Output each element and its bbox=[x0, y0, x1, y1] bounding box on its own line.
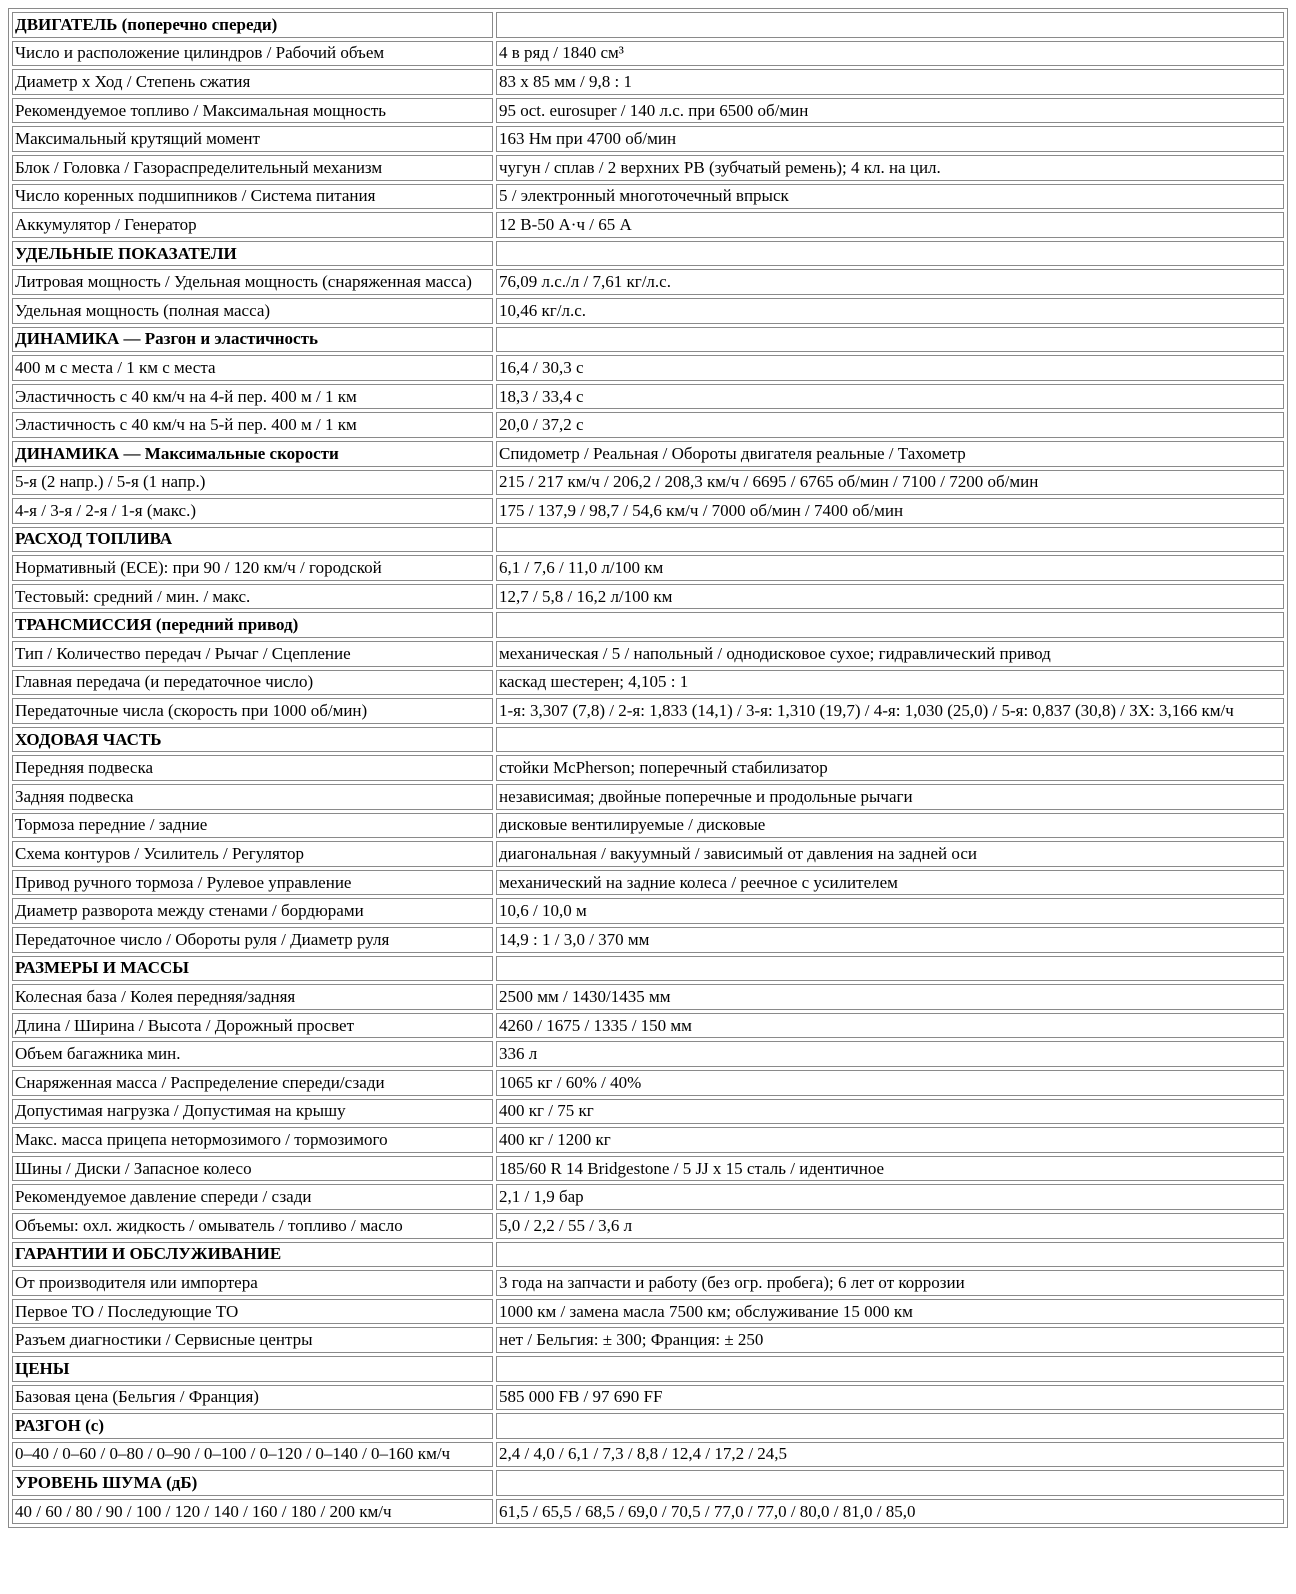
table-row bbox=[12, 1327, 1284, 1353]
row-value: 76,09 л.с./л / 7,61 кг/л.с. bbox=[496, 269, 1284, 295]
table-row bbox=[12, 898, 1284, 924]
section-value bbox=[496, 1470, 1284, 1496]
row-label: Тестовый: средний / мин. / макс. bbox=[12, 584, 493, 610]
section-value bbox=[496, 12, 1284, 38]
table-row bbox=[12, 870, 1284, 896]
table-row bbox=[12, 841, 1284, 867]
row-label: Аккумулятор / Генератор bbox=[12, 212, 493, 238]
row-value: 400 кг / 75 кг bbox=[496, 1099, 1284, 1125]
row-value: 1-я: 3,307 (7,8) / 2-я: 1,833 (14,1) / 3-я: 1,310 (19,7) / 4-я: 1,030 (25,0) / 5-я: 0,837 (30,8) / ЗХ: 3,166 км/ч bbox=[496, 698, 1284, 724]
table-row bbox=[12, 670, 1284, 696]
section-header-row bbox=[12, 1413, 1284, 1439]
table-row bbox=[12, 1041, 1284, 1067]
row-label: Задняя подвеска bbox=[12, 784, 493, 810]
row-label: 0–40 / 0–60 / 0–80 / 0–90 / 0–100 / 0–120 / 0–140 / 0–160 км/ч bbox=[12, 1442, 493, 1468]
row-value: механическая / 5 / напольный / однодисковое сухое; гидравлический привод bbox=[496, 641, 1284, 667]
table-row bbox=[12, 641, 1284, 667]
table-row bbox=[12, 1499, 1284, 1525]
table-row bbox=[12, 1099, 1284, 1125]
section-value bbox=[496, 527, 1284, 553]
row-label: Диаметр разворота между стенами / бордюрами bbox=[12, 898, 493, 924]
section-title: ХОДОВАЯ ЧАСТЬ bbox=[12, 727, 493, 753]
section-value bbox=[496, 327, 1284, 353]
row-label: Блок / Головка / Газораспределительный механизм bbox=[12, 155, 493, 181]
section-header-row bbox=[12, 1470, 1284, 1496]
table-row bbox=[12, 1213, 1284, 1239]
row-value: 2,1 / 1,9 бар bbox=[496, 1184, 1284, 1210]
row-value: 185/60 R 14 Bridgestone / 5 JJ x 15 сталь / идентичное bbox=[496, 1156, 1284, 1182]
row-value: 95 oct. eurosuper / 140 л.с. при 6500 об/мин bbox=[496, 98, 1284, 124]
section-header-row bbox=[12, 241, 1284, 267]
row-label: Максимальный крутящий момент bbox=[12, 126, 493, 152]
table-row bbox=[12, 1070, 1284, 1096]
row-value: диагональная / вакуумный / зависимый от давления на задней оси bbox=[496, 841, 1284, 867]
section-header-row bbox=[12, 527, 1284, 553]
row-label: Главная передача (и передаточное число) bbox=[12, 670, 493, 696]
table-row bbox=[12, 298, 1284, 324]
table-row bbox=[12, 1013, 1284, 1039]
section-title: ЦЕНЫ bbox=[12, 1356, 493, 1382]
row-value: 14,9 : 1 / 3,0 / 370 мм bbox=[496, 927, 1284, 953]
row-label: Тип / Количество передач / Рычаг / Сцепление bbox=[12, 641, 493, 667]
table-row bbox=[12, 584, 1284, 610]
table-row bbox=[12, 384, 1284, 410]
section-title: ТРАНСМИССИЯ (передний привод) bbox=[12, 612, 493, 638]
section-header-row bbox=[12, 1356, 1284, 1382]
table-row bbox=[12, 555, 1284, 581]
table-row bbox=[12, 1385, 1284, 1411]
row-label: Объем багажника мин. bbox=[12, 1041, 493, 1067]
row-label: Удельная мощность (полная масса) bbox=[12, 298, 493, 324]
spec-table bbox=[8, 8, 1288, 1528]
row-label: Передняя подвеска bbox=[12, 755, 493, 781]
table-row bbox=[12, 412, 1284, 438]
row-label: Макс. масса прицепа нетормозимого / тормозимого bbox=[12, 1127, 493, 1153]
table-row bbox=[12, 1299, 1284, 1325]
row-label: От производителя или импортера bbox=[12, 1270, 493, 1296]
row-label: Число и расположение цилиндров / Рабочий объем bbox=[12, 41, 493, 67]
row-value: 336 л bbox=[496, 1041, 1284, 1067]
row-value: 1065 кг / 60% / 40% bbox=[496, 1070, 1284, 1096]
section-title: ДИНАМИКА — Максимальные скорости bbox=[12, 441, 493, 467]
table-row bbox=[12, 498, 1284, 524]
section-title: УДЕЛЬНЫЕ ПОКАЗАТЕЛИ bbox=[12, 241, 493, 267]
table-row bbox=[12, 212, 1284, 238]
row-label: Нормативный (ЕСЕ): при 90 / 120 км/ч / городской bbox=[12, 555, 493, 581]
row-label: Рекомендуемое топливо / Максимальная мощность bbox=[12, 98, 493, 124]
row-label: Передаточные числа (скорость при 1000 об/мин) bbox=[12, 698, 493, 724]
row-label: 4-я / 3-я / 2-я / 1-я (макс.) bbox=[12, 498, 493, 524]
table-row bbox=[12, 1442, 1284, 1468]
row-value: 16,4 / 30,3 с bbox=[496, 355, 1284, 381]
row-label: Рекомендуемое давление спереди / сзади bbox=[12, 1184, 493, 1210]
section-header-row bbox=[12, 327, 1284, 353]
row-value: 5 / электронный многоточечный впрыск bbox=[496, 184, 1284, 210]
row-value: нет / Бельгия: ± 300; Франция: ± 250 bbox=[496, 1327, 1284, 1353]
table-row bbox=[12, 813, 1284, 839]
table-row bbox=[12, 155, 1284, 181]
section-value bbox=[496, 1413, 1284, 1439]
row-label: Разъем диагностики / Сервисные центры bbox=[12, 1327, 493, 1353]
table-row bbox=[12, 69, 1284, 95]
section-title: РАЗГОН (с) bbox=[12, 1413, 493, 1439]
table-row bbox=[12, 184, 1284, 210]
row-label: 400 м с места / 1 км с места bbox=[12, 355, 493, 381]
row-value: 163 Нм при 4700 об/мин bbox=[496, 126, 1284, 152]
section-value bbox=[496, 1356, 1284, 1382]
row-value: чугун / сплав / 2 верхних РВ (зубчатый ремень); 4 кл. на цил. bbox=[496, 155, 1284, 181]
row-value: 61,5 / 65,5 / 68,5 / 69,0 / 70,5 / 77,0 / 77,0 / 80,0 / 81,0 / 85,0 bbox=[496, 1499, 1284, 1525]
section-header-row bbox=[12, 12, 1284, 38]
row-value: 175 / 137,9 / 98,7 / 54,6 км/ч / 7000 об/мин / 7400 об/мин bbox=[496, 498, 1284, 524]
section-header-row bbox=[12, 612, 1284, 638]
table-row bbox=[12, 98, 1284, 124]
row-value: 6,1 / 7,6 / 11,0 л/100 км bbox=[496, 555, 1284, 581]
row-value: механический на задние колеса / реечное с усилителем bbox=[496, 870, 1284, 896]
table-row bbox=[12, 984, 1284, 1010]
section-title: ГАРАНТИИ И ОБСЛУЖИВАНИЕ bbox=[12, 1242, 493, 1268]
table-row bbox=[12, 470, 1284, 496]
row-label: 5-я (2 напр.) / 5-я (1 напр.) bbox=[12, 470, 493, 496]
row-label: Схема контуров / Усилитель / Регулятор bbox=[12, 841, 493, 867]
section-value: Спидометр / Реальная / Обороты двигателя реальные / Тахометр bbox=[496, 441, 1284, 467]
section-value bbox=[496, 956, 1284, 982]
table-row bbox=[12, 41, 1284, 67]
table-row bbox=[12, 269, 1284, 295]
row-label: Привод ручного тормоза / Рулевое управление bbox=[12, 870, 493, 896]
row-value: 1000 км / замена масла 7500 км; обслуживание 15 000 км bbox=[496, 1299, 1284, 1325]
table-row bbox=[12, 355, 1284, 381]
row-label: Литровая мощность / Удельная мощность (снаряженная масса) bbox=[12, 269, 493, 295]
table-row bbox=[12, 1156, 1284, 1182]
row-value: 4260 / 1675 / 1335 / 150 мм bbox=[496, 1013, 1284, 1039]
section-header-row bbox=[12, 441, 1284, 467]
row-value: 2500 мм / 1430/1435 мм bbox=[496, 984, 1284, 1010]
row-value: 2,4 / 4,0 / 6,1 / 7,3 / 8,8 / 12,4 / 17,2 / 24,5 bbox=[496, 1442, 1284, 1468]
table-row bbox=[12, 1270, 1284, 1296]
table-row bbox=[12, 698, 1284, 724]
row-value: 20,0 / 37,2 с bbox=[496, 412, 1284, 438]
row-value: 83 х 85 мм / 9,8 : 1 bbox=[496, 69, 1284, 95]
row-value: 400 кг / 1200 кг bbox=[496, 1127, 1284, 1153]
row-label: Тормоза передние / задние bbox=[12, 813, 493, 839]
section-value bbox=[496, 727, 1284, 753]
row-label: Снаряженная масса / Распределение спереди/сзади bbox=[12, 1070, 493, 1096]
row-label: Допустимая нагрузка / Допустимая на крышу bbox=[12, 1099, 493, 1125]
table-row bbox=[12, 927, 1284, 953]
section-header-row bbox=[12, 956, 1284, 982]
row-value: 4 в ряд / 1840 см³ bbox=[496, 41, 1284, 67]
row-label: Передаточное число / Обороты руля / Диаметр руля bbox=[12, 927, 493, 953]
table-row bbox=[12, 1184, 1284, 1210]
row-label: Диаметр х Ход / Степень сжатия bbox=[12, 69, 493, 95]
section-value bbox=[496, 612, 1284, 638]
row-value: 215 / 217 км/ч / 206,2 / 208,3 км/ч / 6695 / 6765 об/мин / 7100 / 7200 об/мин bbox=[496, 470, 1284, 496]
section-title: РАЗМЕРЫ И МАССЫ bbox=[12, 956, 493, 982]
row-label: Шины / Диски / Запасное колесо bbox=[12, 1156, 493, 1182]
row-value: 10,46 кг/л.с. bbox=[496, 298, 1284, 324]
row-label: Объемы: охл. жидкость / омыватель / топливо / масло bbox=[12, 1213, 493, 1239]
row-label: 40 / 60 / 80 / 90 / 100 / 120 / 140 / 160 / 180 / 200 км/ч bbox=[12, 1499, 493, 1525]
row-value: дисковые вентилируемые / дисковые bbox=[496, 813, 1284, 839]
table-row bbox=[12, 755, 1284, 781]
row-label: Базовая цена (Бельгия / Франция) bbox=[12, 1385, 493, 1411]
row-label: Колесная база / Колея передняя/задняя bbox=[12, 984, 493, 1010]
row-value: 18,3 / 33,4 с bbox=[496, 384, 1284, 410]
row-label: Эластичность с 40 км/ч на 5-й пер. 400 м / 1 км bbox=[12, 412, 493, 438]
row-value: стойки McPherson; поперечный стабилизатор bbox=[496, 755, 1284, 781]
row-label: Число коренных подшипников / Система питания bbox=[12, 184, 493, 210]
row-label: Первое ТО / Последующие ТО bbox=[12, 1299, 493, 1325]
table-row bbox=[12, 126, 1284, 152]
spec-table-body bbox=[12, 12, 1284, 1524]
section-header-row bbox=[12, 727, 1284, 753]
row-label: Эластичность с 40 км/ч на 4-й пер. 400 м / 1 км bbox=[12, 384, 493, 410]
row-value: 3 года на запчасти и работу (без огр. пробега); 6 лет от коррозии bbox=[496, 1270, 1284, 1296]
row-value: 12 В-50 А·ч / 65 А bbox=[496, 212, 1284, 238]
row-label: Длина / Ширина / Высота / Дорожный просвет bbox=[12, 1013, 493, 1039]
row-value: 12,7 / 5,8 / 16,2 л/100 км bbox=[496, 584, 1284, 610]
section-header-row bbox=[12, 1242, 1284, 1268]
table-row bbox=[12, 784, 1284, 810]
row-value: 5,0 / 2,2 / 55 / 3,6 л bbox=[496, 1213, 1284, 1239]
section-title: ДИНАМИКА — Разгон и эластичность bbox=[12, 327, 493, 353]
section-title: РАСХОД ТОПЛИВА bbox=[12, 527, 493, 553]
section-value bbox=[496, 241, 1284, 267]
section-title: УРОВЕНЬ ШУМА (дБ) bbox=[12, 1470, 493, 1496]
section-value bbox=[496, 1242, 1284, 1268]
row-value: 10,6 / 10,0 м bbox=[496, 898, 1284, 924]
table-row bbox=[12, 1127, 1284, 1153]
row-value: 585 000 FB / 97 690 FF bbox=[496, 1385, 1284, 1411]
row-value: независимая; двойные поперечные и продольные рычаги bbox=[496, 784, 1284, 810]
section-title: ДВИГАТЕЛЬ (поперечно спереди) bbox=[12, 12, 493, 38]
row-value: каскад шестерен; 4,105 : 1 bbox=[496, 670, 1284, 696]
